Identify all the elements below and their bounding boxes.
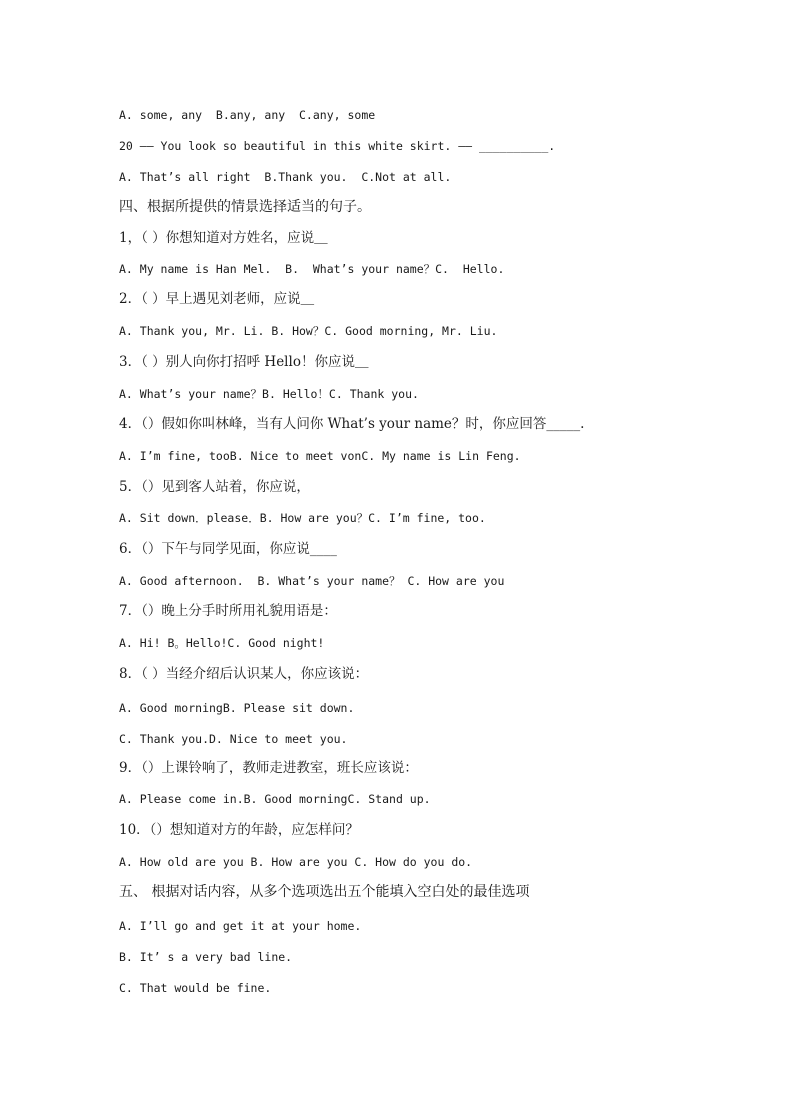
question-line: 4．（）假如你叫林峰，当有人问你 What’s your name？时，你应回答_____. [119,416,585,432]
option-line: A. I’ll go and get it at your home. [119,919,362,933]
option-line: B. It’ s a very bad line. [119,950,293,964]
option-line: A. That’s all right B.Thank you. C.Not at all. [119,170,452,184]
section-heading: 五、 根据对话内容，从多个选项选出五个能填入空白处的最佳选项 [119,884,530,900]
question-line: 20 —— You look so beautiful in this white skirt. —— __________. [119,139,556,153]
question-line: 6．（）下午与同学见面，你应说____ [119,541,337,557]
question-line: 7．（）晚上分手时所用礼貌用语是： [119,603,337,619]
option-line: A. What’s your name？B. Hello！C. Thank you. [119,387,419,401]
option-line: A. Hi! B。Hello!C. Good night! [119,636,325,650]
question-line: 10．（）想知道对方的年龄，应怎样问？ [119,822,359,838]
option-line: C. That would be fine. [119,981,272,995]
option-line: A. Thank you, Mr. Li. B. How？C. Good morning, Mr. Liu. [119,324,498,338]
question-line: 1，（ ）你想知道对方姓名，应说＿ [119,230,328,246]
option-line: A. Sit down．please．B. How are you？C. I’m fine, too. [119,511,486,525]
option-line: A. Good morningB. Please sit down. [119,701,355,715]
question-line: 5．（）见到客人站着，你应说， [119,479,310,495]
question-line: 2．（ ）早上遇见刘老师，应说＿ [119,291,315,307]
option-line: C. Thank you.D. Nice to meet you. [119,732,348,746]
option-line: A. Good afternoon. B. What’s your name？ C. How are you [119,574,505,588]
question-line: 8．（ ）当经介绍后认识某人，你应该说： [119,666,369,682]
option-line: A. Please come in.B. Good morningC. Stand up. [119,792,431,806]
option-line: A. My name is Han Mel. B. What’s your name？C. Hello. [119,262,505,276]
question-line: 3．（ ）别人向你打招呼 Hello！你应说＿ [119,354,369,370]
question-line: 9．（）上课铃响了，教师走进教室，班长应该说： [119,760,418,776]
option-line: A. I’m fine, tooB. Nice to meet vonC. My name is Lin Feng. [119,449,521,463]
option-line: A. some, any B.any, any C.any, some [119,108,376,122]
section-heading: 四、根据所提供的情景选择适当的句子。 [119,199,371,215]
option-line: A. How old are you B. How are you C. How do you do. [119,855,473,869]
